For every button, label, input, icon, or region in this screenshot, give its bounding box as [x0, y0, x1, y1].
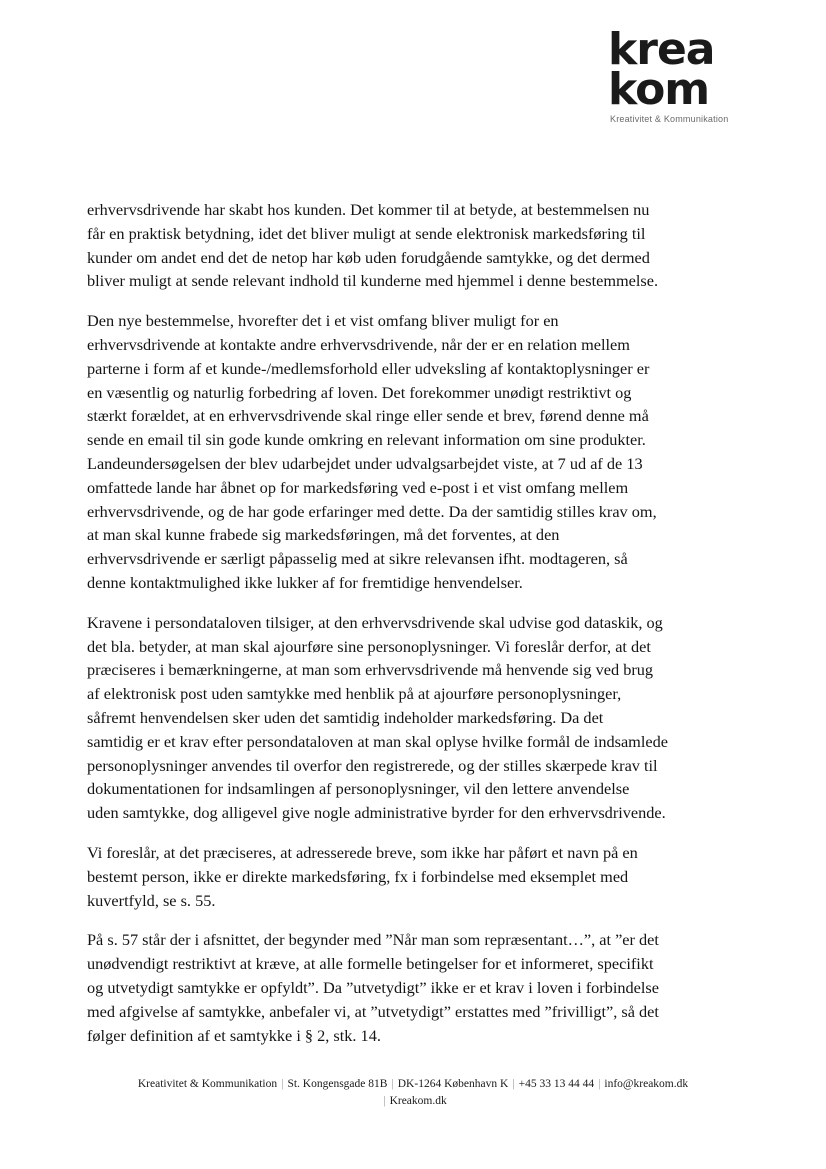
paragraph-3: Kravene i persondataloven tilsiger, at den erhvervsdrivende skal udvise god dataskik, og det bla. betyder, at man skal ajourføre sine personoplysninger. Vi foreslår derfor, at det præciseres i bemærkningerne, at man som erhvervsdrivende må henvende sig ved brug af elektronisk post uden samtykke med henblik på at ajourføre personoplysninger, såfremt henvendelsen sker uden det samtidig indeholder markedsføring. Da det samtidig er et krav efter persondataloven at man skal oplyse hvilke formål de indsamlede personoplysninger anvendes til overfor den registrerede, og der stilles skærpede krav til dokumentationen for indsamlingen af personoplysninger, vil den lettere anvendelse uden samtykke, dog alligevel give nogle administrative byrder for den erhvervsdrivende.	[87, 612, 668, 823]
paragraph-4: Vi foreslår, at det præciseres, at adresserede breve, som ikke har påført et navn på en bestemt person, ikke er direkte markedsføring, fx i forbindelse med eksemplet med kuvertfyld, se s. 55.	[87, 842, 638, 910]
paragraph-2: Den nye bestemmelse, hvorefter det i et vist omfang bliver muligt for en erhvervsdrivende at kontakte andre erhvervsdrivende, når der er en relation mellem parterne i form af et kunde-/medlemsforhold eller udveksling af kontaktoplysninger er en væsentlig og naturlig forbedring af loven. Det forekommer unødigt restriktivt og stærkt forældet, at en erhvervsdrivende skal ringe eller sende et brev, førend denne må sende en email til sin gode kunde omkring en relevant information om sine produkter. Landeundersøgelsen der blev udarbejdet under udvalgsarbejdet viste, at 7 ud af de 13 omfattede lande har åbnet op for markedsføring ved e-post i et vist omfang mellem erhvervsdrivende, og de har gode erfaringer med dette. Da der samtidig stilles krav om, at man skal kunne frabede sig markedsføringen, må det forventes, at den erhvervsdrivende er særligt påpasselig med at sikre relevansen ifht. modtageren, så denne kontaktmulighed ikke lukker af for fremtidige henvendelser.	[87, 311, 657, 592]
footer-email: info@kreakom.dk	[604, 1078, 689, 1090]
company-logo	[590, 24, 750, 124]
footer-separator: |	[391, 1078, 394, 1090]
paragraph-1: erhvervsdrivende har skabt hos kunden. Det kommer til at betyde, at bestemmelsen nu får en praktisk betydning, idet det bliver muligt at sende elektronisk markedsføring til kunder om andet end det de netop har køb uden forudgående samtykke, og det dermed bliver muligt at sende relevant indhold til kunderne med hjemmel i denne bestemmelse.	[87, 200, 659, 291]
footer-address: St. Kongensgade 81B	[287, 1078, 388, 1090]
page-footer	[0, 1076, 826, 1110]
logo-word-top: krea	[608, 24, 715, 75]
footer-separator: |	[598, 1078, 601, 1090]
footer-website: Kreakom.dk	[389, 1095, 447, 1107]
footer-company: Kreativitet & Kommunikation	[137, 1078, 278, 1090]
footer-phone: +45 33 13 44 44	[518, 1078, 595, 1090]
footer-city: DK-1264 København K	[397, 1078, 509, 1090]
letter-body	[87, 198, 727, 1063]
footer-line-2	[0, 1093, 826, 1110]
logo-word-bottom: kom	[608, 64, 710, 115]
footer-line-1	[0, 1076, 826, 1093]
footer-separator: |	[281, 1078, 284, 1090]
logo-tagline: Kreativitet & Kommunikation	[610, 114, 729, 124]
footer-separator: |	[512, 1078, 515, 1090]
footer-separator: |	[383, 1095, 386, 1107]
paragraph-5: På s. 57 står der i afsnittet, der begynder med ”Når man som repræsentant…”, at ”er det unødvendigt restriktivt at kræve, at alle formelle betingelser for et informeret, specifikt og utvetydigt samtykke er opfyldt”. Da ”utvetydigt” ikke er et krav i loven i forbindelse med afgivelse af samtykke, anbefaler vi, at ”utvetydigt” erstattes med ”frivilligt”, så det følger definition af et samtykke i § 2, stk. 14.	[87, 930, 659, 1045]
